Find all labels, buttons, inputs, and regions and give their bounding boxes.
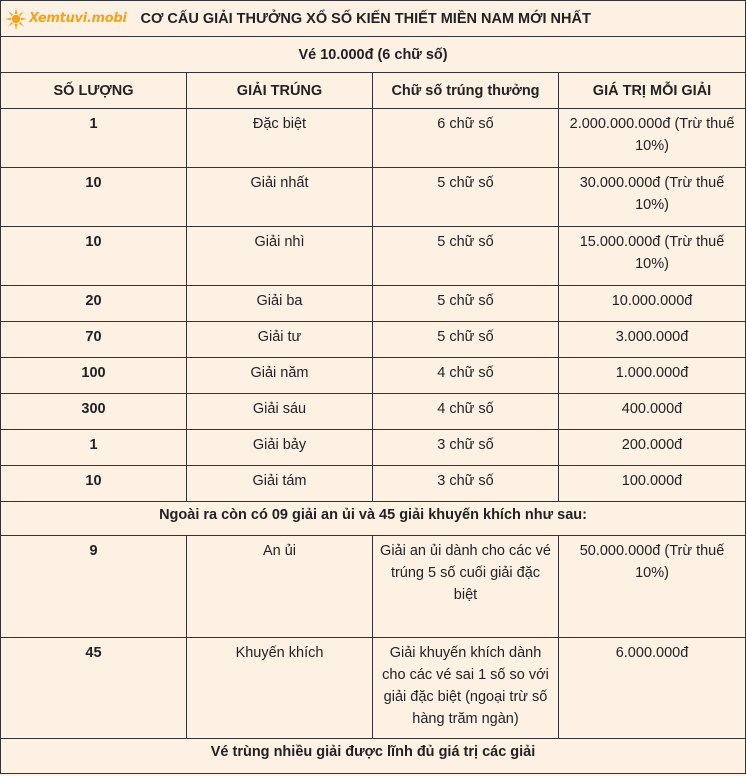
prize-digits: 5 chữ số [373, 322, 559, 358]
extra-digits-line: trúng 5 số cuối giải đặc biệt [390, 565, 541, 603]
prize-value: 30.000.000đ (Trừ thuế 10%) [559, 168, 746, 227]
extra-name: An ủi [187, 536, 373, 638]
extra-digits [373, 536, 559, 638]
prize-name: Giải nhất [187, 168, 373, 227]
prize-digits: 4 chữ số [373, 358, 559, 394]
table-row [1, 227, 746, 286]
table-row [1, 536, 746, 638]
prize-digits: 5 chữ số [373, 286, 559, 322]
prize-qty: 10 [1, 168, 187, 227]
extra-value: 6.000.000đ [559, 638, 746, 739]
prize-name: Giải ba [187, 286, 373, 322]
prize-qty: 70 [1, 322, 187, 358]
prize-value: 15.000.000đ (Trừ thuế 10%) [559, 227, 746, 286]
extra-digits-line: Giải khuyến khích dành cho các vé sai 1 số so với giải đặc biệt (ngoại trừ số hàng trăm ngàn) [382, 645, 549, 727]
table-row [1, 109, 746, 168]
prize-value: 2.000.000.000đ (Trừ thuế 10%) [559, 109, 746, 168]
header-prize: GIẢI TRÚNG [187, 73, 373, 109]
prize-value: 10.000.000đ [559, 286, 746, 322]
extra-name: Khuyến khích [187, 638, 373, 739]
extra-qty: 9 [1, 536, 187, 638]
prize-name: Giải sáu [187, 394, 373, 430]
table-row [1, 638, 746, 739]
table-row [1, 430, 746, 466]
prize-digits: 3 chữ số [373, 430, 559, 466]
prize-qty: 1 [1, 109, 187, 168]
prize-value: 1.000.000đ [559, 358, 746, 394]
prize-qty: 20 [1, 286, 187, 322]
page-title: CƠ CẤU GIẢI THƯỞNG XỔ SỐ KIẾN THIẾT MIỀN NAM MỚI NHẤT [140, 10, 591, 27]
footer-note: Vé trùng nhiều giải được lĩnh đủ giá trị các giải [1, 739, 746, 774]
extra-value: 50.000.000đ (Trừ thuế 10%) [559, 536, 746, 638]
prize-digits: 6 chữ số [373, 109, 559, 168]
prize-value: 400.000đ [559, 394, 746, 430]
prize-qty: 10 [1, 227, 187, 286]
prize-name: Đặc biệt [187, 109, 373, 168]
table-title-row [1, 1, 746, 37]
prize-name: Giải năm [187, 358, 373, 394]
prize-digits: 4 chữ số [373, 394, 559, 430]
table-row [1, 394, 746, 430]
table-row [1, 286, 746, 322]
prize-value: 100.000đ [559, 466, 746, 502]
prize-name: Giải nhì [187, 227, 373, 286]
table-row [1, 322, 746, 358]
extra-digits-line: Giải an ủi dành cho các vé [380, 543, 551, 559]
extra-prizes-note: Ngoài ra còn có 09 giải an ủi và 45 giải khuyến khích như sau: [1, 502, 746, 536]
table-row [1, 358, 746, 394]
header-digits: Chữ số trúng thưởng [373, 73, 559, 109]
extra-qty: 45 [1, 638, 187, 739]
prize-digits: 5 chữ số [373, 168, 559, 227]
prize-qty: 300 [1, 394, 187, 430]
table-row [1, 466, 746, 502]
prize-digits: 5 chữ số [373, 227, 559, 286]
ticket-price: Vé 10.000đ (6 chữ số) [1, 37, 746, 73]
prize-digits: 3 chữ số [373, 466, 559, 502]
prize-qty: 1 [1, 430, 187, 466]
prize-qty: 100 [1, 358, 187, 394]
prize-value: 200.000đ [559, 430, 746, 466]
header-quantity: SỐ LƯỢNG [1, 73, 187, 109]
prize-value: 3.000.000đ [559, 322, 746, 358]
prize-qty: 10 [1, 466, 187, 502]
prize-name: Giải bảy [187, 430, 373, 466]
logo-text: Xemtuvi.mobi [29, 10, 127, 26]
table-row [1, 168, 746, 227]
prize-name: Giải tư [187, 322, 373, 358]
site-logo[interactable] [5, 8, 127, 30]
extra-digits [373, 638, 559, 739]
header-value: GIÁ TRỊ MỖI GIẢI [559, 73, 746, 109]
sun-icon [5, 8, 27, 30]
prize-name: Giải tám [187, 466, 373, 502]
